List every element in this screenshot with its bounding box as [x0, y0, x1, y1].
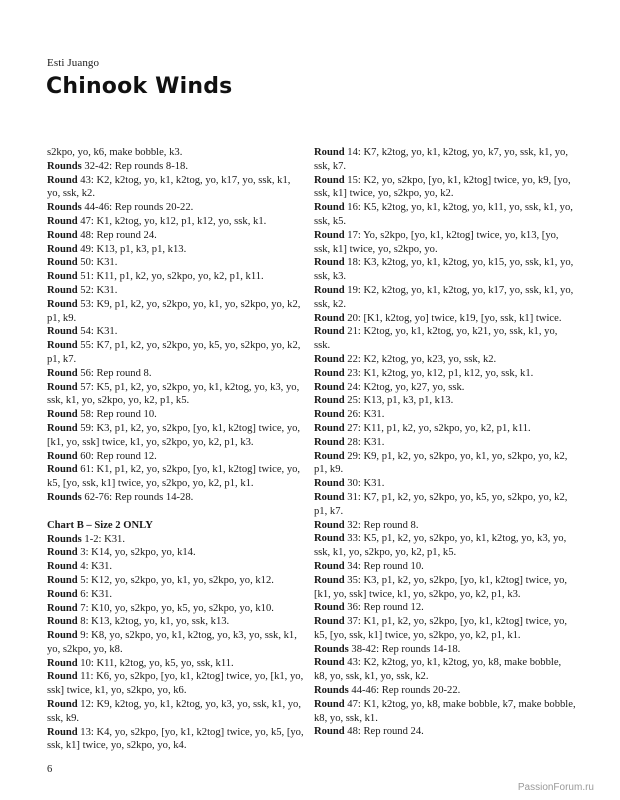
pattern-line: [47, 174, 305, 202]
round-instruction: 37: K1, p1, k2, yo, s2kpo, [yo, k1, k2tog] twice, yo, k5, [yo, ssk, k1] twice, yo, s2kpo, yo, k2, p1, k1.: [314, 616, 568, 641]
round-instruction: 53: K9, p1, k2, yo, s2kpo, yo, k1, yo, s2kpo, yo, k2, p1, k9.: [47, 298, 301, 324]
round-label: Round: [47, 422, 78, 434]
round-instruction: 23: K1, k2tog, yo, k12, p1, k12, yo, ssk, k1.: [344, 367, 534, 379]
round-label: Rounds: [47, 533, 82, 545]
pattern-line: [47, 629, 305, 657]
section-gap: [47, 505, 305, 519]
pattern-line: [314, 491, 576, 519]
round-label: Round: [47, 630, 78, 642]
round-label: Round: [314, 616, 345, 628]
round-instruction: 9: K8, yo, s2kpo, yo, k1, k2tog, yo, k3, yo, ssk, k1, yo, s2kpo, yo, k8.: [47, 630, 297, 655]
pattern-line: [314, 450, 576, 478]
pattern-line: [47, 243, 305, 257]
pattern-line: [47, 256, 305, 270]
round-instruction: 30: K31.: [344, 478, 385, 490]
round-label: Round: [47, 340, 78, 352]
round-label: Round: [47, 588, 78, 600]
round-label: Round: [47, 561, 78, 573]
pattern-line: [47, 533, 305, 547]
right-column: [314, 146, 576, 739]
round-instruction: 61: K1, p1, k2, yo, s2kpo, [yo, k1, k2tog] twice, yo, k5, [yo, ssk, k1] twice, yo, s2kpo, yo, k2, p1, k1.: [47, 464, 301, 490]
pattern-line: [314, 725, 576, 739]
round-instruction: 6: K31.: [77, 588, 113, 600]
round-label: Rounds: [314, 685, 349, 697]
round-label: Round: [314, 312, 345, 324]
round-instruction: 47: K1, k2tog, yo, k12, p1, k12, yo, ssk, k1.: [77, 215, 267, 227]
round-instruction: s2kpo, yo, k6, make bobble, k3.: [47, 147, 183, 158]
pattern-line: [314, 477, 576, 491]
round-label: Round: [314, 367, 345, 379]
round-instruction: 36: Rep round 12.: [344, 602, 424, 614]
round-instruction: 47: K1, k2tog, yo, k8, make bobble, k7, make bobble, k8, yo, ssk, k1.: [314, 698, 576, 724]
page-title: Chinook Winds: [46, 74, 233, 99]
round-label: Round: [47, 574, 78, 586]
pattern-line: [47, 270, 305, 284]
pattern-line: [47, 698, 305, 726]
round-instruction: 8: K13, k2tog, yo, k1, yo, ssk, k13.: [77, 616, 230, 628]
round-label: Round: [314, 436, 345, 448]
round-instruction: 32-42: Rep rounds 8-18.: [81, 160, 188, 172]
round-instruction: 5: K12, yo, s2kpo, yo, k1, yo, s2kpo, yo, k12.: [77, 574, 274, 586]
round-label: Round: [47, 367, 78, 379]
round-instruction: 15: K2, yo, s2kpo, [yo, k1, k2tog] twice, yo, k9, [yo, ssk, k1] twice, yo, s2kpo, yo, k2.: [314, 174, 571, 200]
pattern-line: [47, 602, 305, 616]
pattern-line: [47, 367, 305, 381]
round-instruction: 59: K3, p1, k2, yo, s2kpo, [yo, k1, k2tog] twice, yo, [k1, yo, ssk] twice, k1, yo, s2kpo, yo, k2, p1, k3.: [47, 422, 301, 448]
pattern-line: [47, 726, 305, 754]
pattern-line: [314, 698, 576, 726]
pattern-line: [47, 560, 305, 574]
round-instruction: 54: K31.: [77, 326, 118, 338]
round-instruction: 26: K31.: [344, 409, 385, 421]
pattern-line: [314, 422, 576, 436]
round-instruction: 43: K2, k2tog, yo, k1, k2tog, yo, k17, yo, ssk, k1, yo, ssk, k2.: [47, 174, 291, 200]
round-label: Rounds: [47, 491, 82, 503]
round-instruction: 4: K31.: [77, 561, 113, 573]
round-instruction: 51: K11, p1, k2, yo, s2kpo, yo, k2, p1, k11.: [77, 271, 264, 283]
round-instruction: 16: K5, k2tog, yo, k1, k2tog, yo, k11, yo, ssk, k1, yo, ssk, k5.: [314, 202, 573, 227]
round-label: Rounds: [314, 643, 349, 655]
round-label: Round: [314, 478, 345, 490]
round-instruction: 43: K2, k2tog, yo, k1, k2tog, yo, k8, make bobble, k8, yo, ssk, k1, yo, ssk, k2.: [314, 657, 562, 683]
round-label: Round: [314, 698, 345, 710]
round-label: Round: [47, 699, 78, 711]
round-label: Round: [47, 229, 78, 241]
left-column: [47, 146, 305, 753]
pattern-line: [47, 339, 305, 367]
round-label: Round: [47, 257, 78, 269]
round-label: Round: [47, 616, 78, 628]
pattern-line: [314, 519, 576, 533]
pattern-line: [314, 174, 576, 202]
pattern-line: [47, 284, 305, 298]
round-instruction: 14: K7, k2tog, yo, k1, k2tog, yo, k7, yo, ssk, k1, yo, ssk, k7.: [314, 147, 568, 172]
round-instruction: 20: [K1, k2tog, yo] twice, k19, [yo, ssk, k1] twice.: [344, 312, 562, 324]
pattern-line: [314, 408, 576, 422]
pattern-line: [314, 381, 576, 395]
pattern-line: [314, 256, 576, 284]
round-label: Round: [47, 326, 78, 338]
round-label: Round: [47, 671, 78, 683]
round-label: Round: [314, 147, 345, 158]
round-label: Round: [47, 657, 78, 669]
round-instruction: 3: K14, yo, s2kpo, yo, k14.: [77, 547, 196, 559]
round-label: Round: [47, 174, 78, 186]
round-label: Round: [314, 726, 345, 738]
round-instruction: 56: Rep round 8.: [77, 367, 152, 379]
pattern-line: [314, 560, 576, 574]
watermark: PassionForum.ru: [517, 782, 594, 793]
round-instruction: 22: K2, k2tog, yo, k23, yo, ssk, k2.: [344, 353, 497, 365]
round-label: Round: [314, 174, 345, 186]
round-label: Round: [47, 726, 78, 738]
round-label: Round: [47, 284, 78, 296]
pattern-line: [314, 615, 576, 643]
round-label: Rounds: [47, 202, 82, 214]
round-instruction: 32: Rep round 8.: [344, 519, 419, 531]
pattern-line: [47, 615, 305, 629]
pattern-line: [47, 229, 305, 243]
round-instruction: 24: K2tog, yo, k27, yo, ssk.: [344, 381, 465, 393]
pattern-line: [314, 656, 576, 684]
round-instruction: 21: K2tog, yo, k1, k2tog, yo, k21, yo, ssk, k1, yo, ssk.: [314, 326, 558, 352]
round-instruction: 18: K3, k2tog, yo, k1, k2tog, yo, k15, yo, ssk, k1, yo, ssk, k3.: [314, 257, 574, 283]
round-instruction: 44-46: Rep rounds 20-22.: [348, 685, 461, 697]
pattern-line: [314, 394, 576, 408]
round-instruction: 57: K5, p1, k2, yo, s2kpo, yo, k1, k2tog, yo, k3, yo, ssk, k1, yo, s2kpo, yo, k2, p1, k5.: [47, 381, 300, 407]
round-instruction: 13: K4, yo, s2kpo, [yo, k1, k2tog] twice, yo, k5, [yo, ssk, k1] twice, yo, s2kpo, yo, k4.: [47, 726, 304, 752]
round-label: Round: [314, 353, 345, 365]
round-label: Round: [314, 229, 345, 241]
round-instruction: 1-2: K31.: [81, 533, 126, 545]
round-instruction: 31: K7, p1, k2, yo, s2kpo, yo, k5, yo, s2kpo, yo, k2, p1, k7.: [314, 491, 568, 517]
pattern-line: [314, 312, 576, 326]
round-label: Round: [47, 602, 78, 614]
pattern-line: [47, 381, 305, 409]
pattern-line: [47, 546, 305, 560]
pattern-line: [314, 353, 576, 367]
round-instruction: 48: Rep round 24.: [344, 726, 424, 738]
round-label: Round: [47, 409, 78, 421]
round-instruction: 10: K11, k2tog, yo, k5, yo, ssk, k11.: [77, 657, 234, 669]
pattern-line: [47, 325, 305, 339]
round-instruction: 50: K31.: [77, 257, 118, 269]
author-name: Esti Juango: [47, 57, 100, 69]
round-instruction: 35: K3, p1, k2, yo, s2kpo, [yo, k1, k2tog] twice, yo, [k1, yo, ssk] twice, k1, yo, s2kpo, yo, k2, p1, k3.: [314, 574, 568, 600]
round-instruction: 7: K10, yo, s2kpo, yo, k5, yo, s2kpo, yo, k10.: [77, 602, 274, 614]
round-label: Round: [314, 491, 345, 503]
pattern-line: [47, 491, 305, 505]
round-instruction: 27: K11, p1, k2, yo, s2kpo, yo, k2, p1, k11.: [344, 422, 531, 434]
round-instruction: 62-76: Rep rounds 14-28.: [81, 491, 194, 503]
round-label: Round: [47, 215, 78, 227]
pattern-line: [47, 588, 305, 602]
pattern-line: [47, 670, 305, 698]
pattern-line: [314, 325, 576, 353]
round-label: Round: [314, 519, 345, 531]
round-instruction: 44-46: Rep rounds 20-22.: [81, 202, 194, 214]
round-label: Round: [47, 243, 78, 255]
round-instruction: 33: K5, p1, k2, yo, s2kpo, yo, k1, k2tog, yo, k3, yo, ssk, k1, yo, s2kpo, yo, k2, p1, k5.: [314, 533, 567, 559]
pattern-line: [314, 367, 576, 381]
pattern-line: [314, 574, 576, 602]
pattern-line: [47, 160, 305, 174]
round-label: Round: [314, 326, 345, 338]
round-label: Round: [314, 450, 345, 462]
round-label: Round: [314, 533, 345, 545]
round-instruction: 38-42: Rep rounds 14-18.: [348, 643, 461, 655]
pattern-line: [47, 201, 305, 215]
pattern-line: [314, 229, 576, 257]
pattern-line: [314, 601, 576, 615]
round-instruction: 60: Rep round 12.: [77, 450, 157, 462]
round-instruction: 25: K13, p1, k3, p1, k13.: [344, 395, 454, 407]
pattern-line: [47, 422, 305, 450]
round-label: Round: [314, 574, 345, 586]
pattern-line: [314, 146, 576, 174]
round-label: Round: [314, 202, 345, 214]
round-label: Round: [314, 560, 345, 572]
round-label: Round: [314, 257, 345, 269]
round-instruction: 11: K6, yo, s2kpo, [yo, k1, k2tog] twice, yo, [k1, yo, ssk] twice, k1, yo, s2kpo, yo, k6.: [47, 671, 304, 697]
round-instruction: 49: K13, p1, k3, p1, k13.: [77, 243, 187, 255]
round-instruction: 52: K31.: [77, 284, 118, 296]
round-label: Round: [314, 602, 345, 614]
round-instruction: 48: Rep round 24.: [77, 229, 157, 241]
pattern-line: [47, 463, 305, 491]
round-label: Round: [314, 284, 345, 296]
round-label: Round: [47, 450, 78, 462]
pattern-line: [314, 201, 576, 229]
pattern-line: [47, 215, 305, 229]
round-instruction: 29: K9, p1, k2, yo, s2kpo, yo, k1, yo, s2kpo, yo, k2, p1, k9.: [314, 450, 568, 476]
pattern-line: [47, 450, 305, 464]
round-label: Round: [314, 381, 345, 393]
section-heading: Chart B – Size 2 ONLY: [47, 519, 153, 531]
pattern-line: [314, 643, 576, 657]
round-label: Round: [47, 381, 78, 393]
pattern-line: [47, 657, 305, 671]
round-label: Round: [47, 547, 78, 559]
round-label: Round: [47, 298, 78, 310]
round-instruction: 28: K31.: [344, 436, 385, 448]
round-label: Round: [314, 395, 345, 407]
pattern-line: [47, 146, 305, 160]
round-instruction: 55: K7, p1, k2, yo, s2kpo, yo, k5, yo, s2kpo, yo, k2, p1, k7.: [47, 340, 301, 365]
pattern-line: [47, 298, 305, 326]
round-label: Round: [314, 657, 345, 669]
round-label: Round: [314, 422, 345, 434]
pattern-line: [47, 408, 305, 422]
round-instruction: 17: Yo, s2kpo, [yo, k1, k2tog] twice, yo, k13, [yo, ssk, k1] twice, yo, s2kpo, yo.: [314, 229, 559, 255]
round-instruction: 19: K2, k2tog, yo, k1, k2tog, yo, k17, yo, ssk, k1, yo, ssk, k2.: [314, 284, 574, 310]
pattern-line: [314, 532, 576, 560]
round-instruction: 34: Rep round 10.: [344, 560, 424, 572]
round-label: Rounds: [47, 160, 82, 172]
pattern-line: [47, 574, 305, 588]
pattern-line: [314, 684, 576, 698]
round-instruction: 58: Rep round 10.: [77, 409, 157, 421]
round-instruction: 12: K9, k2tog, yo, k1, k2tog, yo, k3, yo, ssk, k1, yo, ssk, k9.: [47, 699, 301, 724]
page-number: 6: [47, 764, 53, 775]
round-label: Round: [314, 409, 345, 421]
pattern-line: [314, 284, 576, 312]
round-label: Round: [47, 271, 78, 283]
round-label: Round: [47, 464, 78, 476]
pattern-line: [314, 436, 576, 450]
